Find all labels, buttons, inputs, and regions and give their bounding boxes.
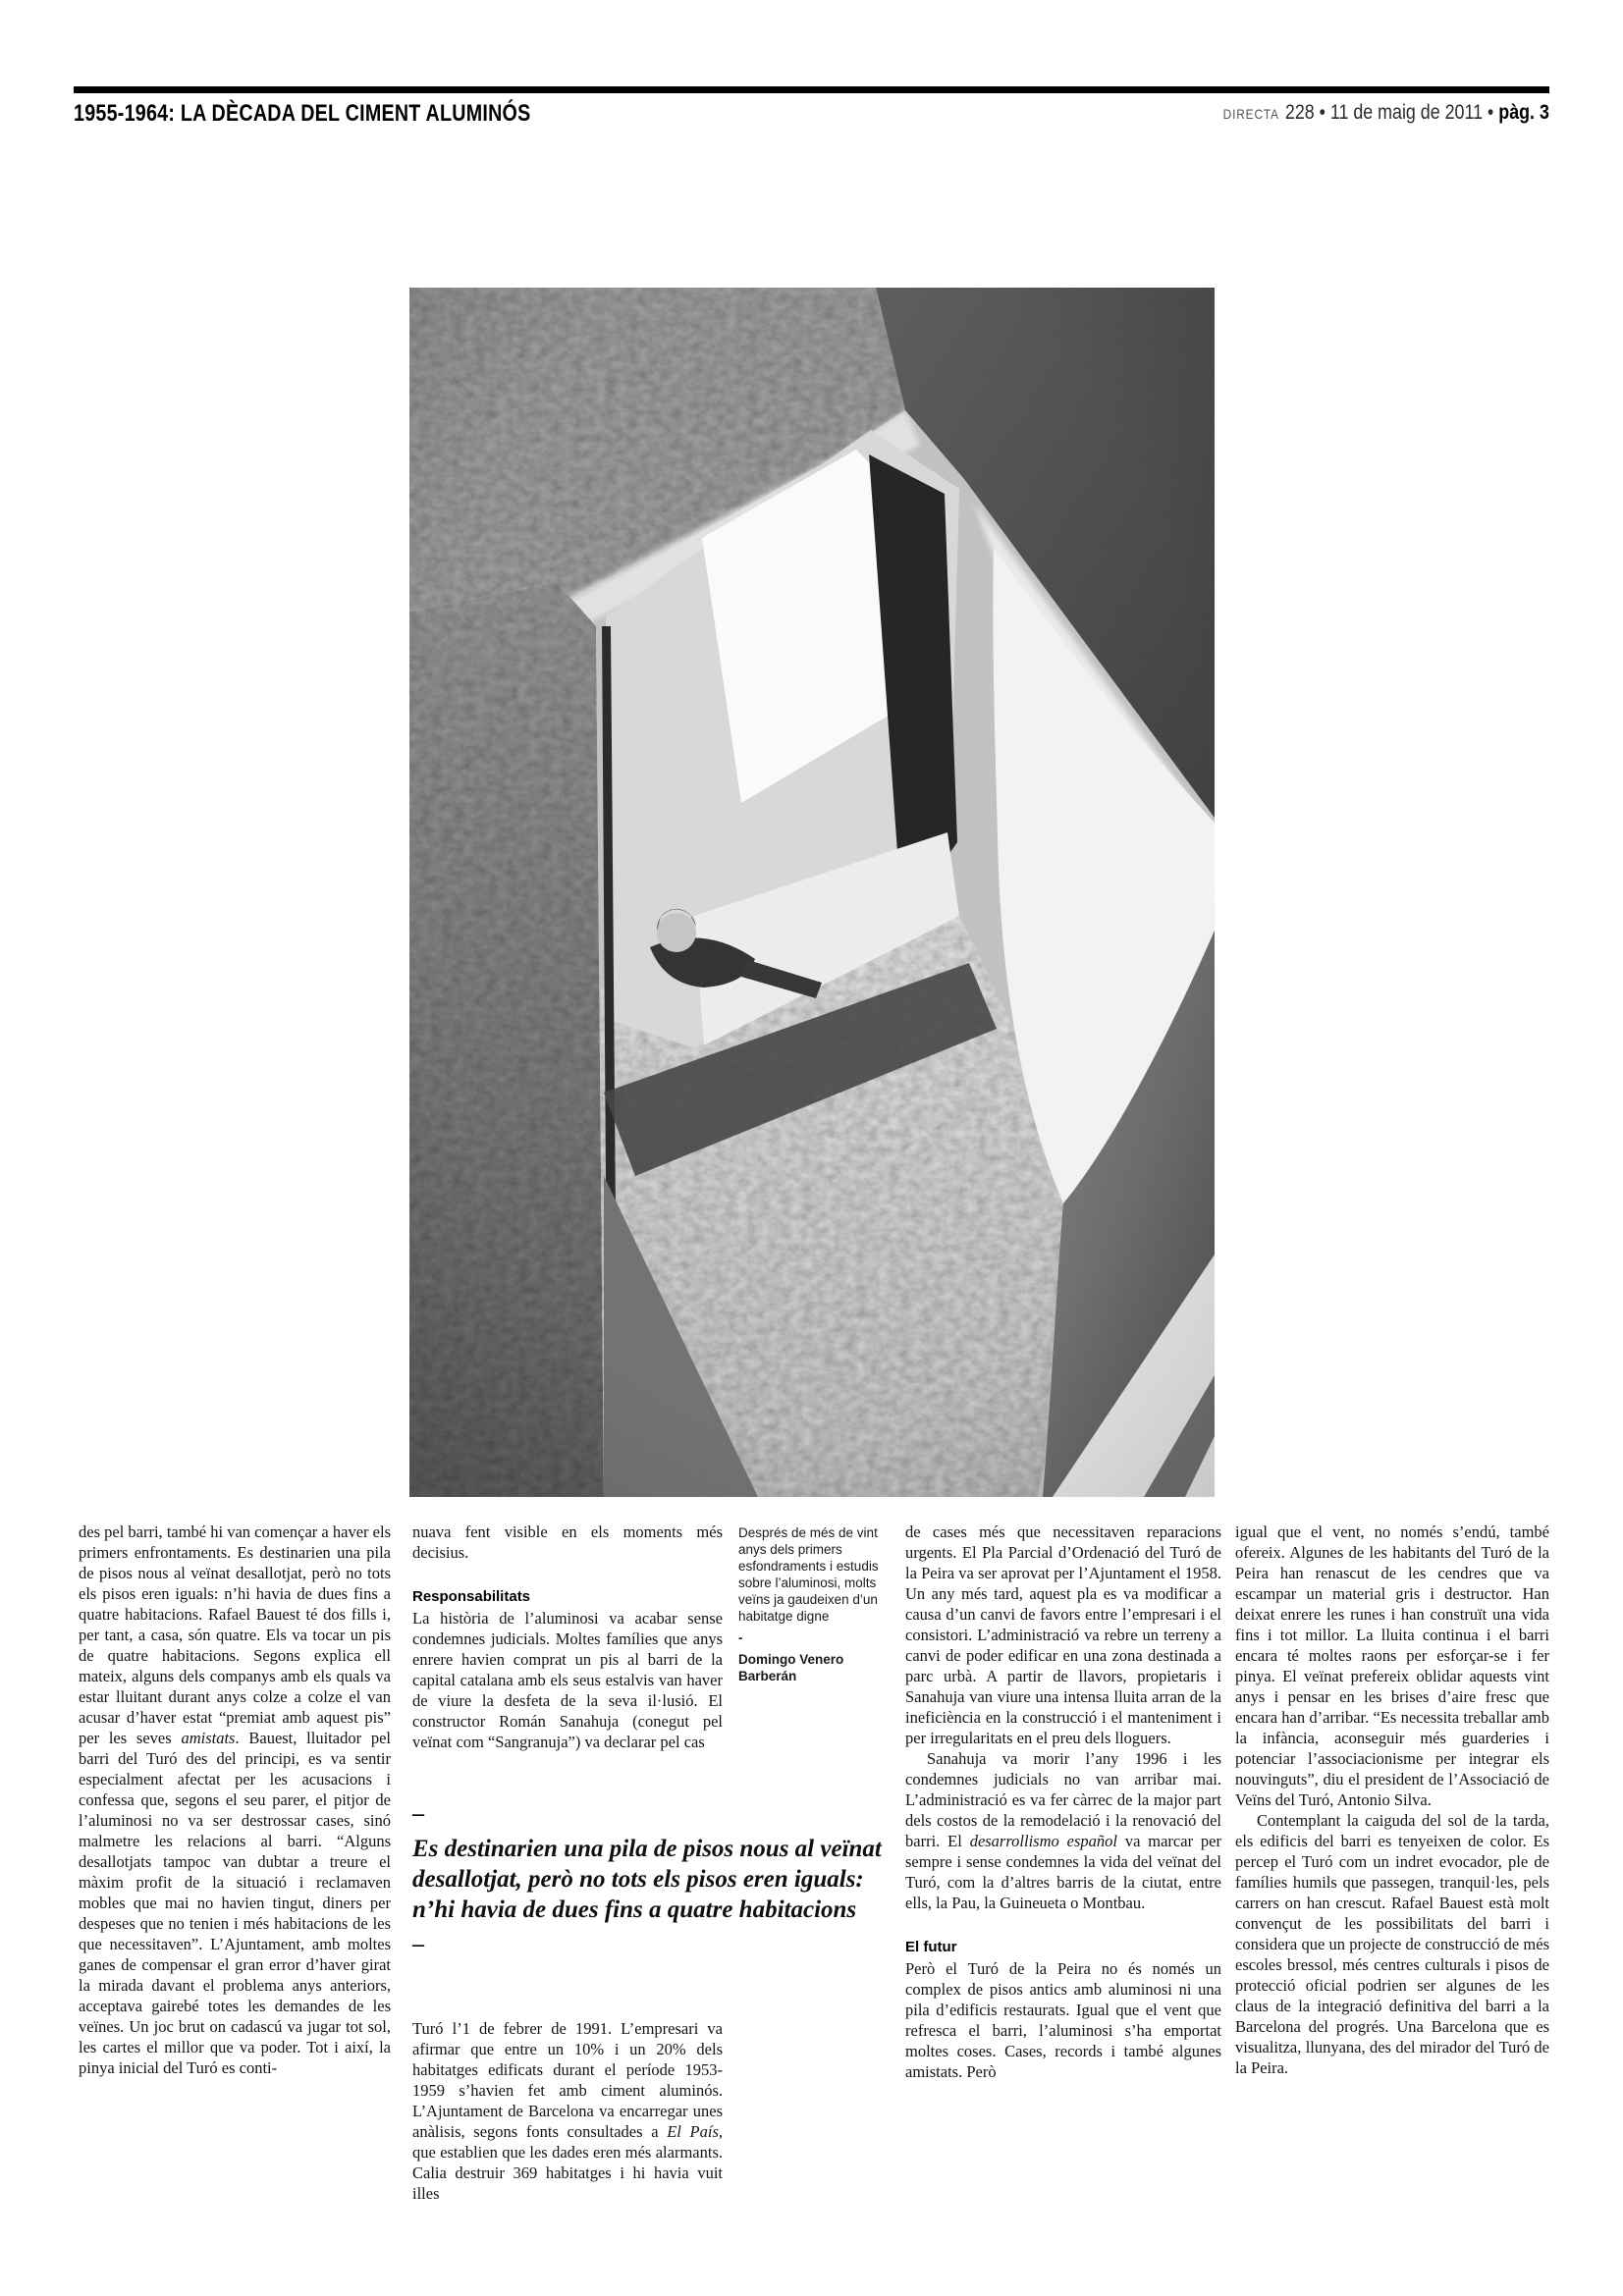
page-number: pàg. 3 [1498,101,1549,124]
publication-name: DIRECTA [1222,106,1280,122]
photo-credit: Domingo Venero Barberán [738,1652,844,1683]
article-paragraph: nuava fent visible en els moments més decisius. [412,1522,723,1562]
article-column-4 [1235,1522,1549,2078]
section-subhead: Responsabilitats [412,1588,531,1605]
article-paragraph: igual que el vent, no només s’endú, també ofereix. Algunes de les habitants del Turó de la Peira han renascut de les cendres que va escampar un material gris i destructor. Han deixat enrere les runes i han construït una vida fins i tot millor. La lluita continua i el barri encara té moltes raons per esforçar-se i fer pinya. El veïnat prefereix oblidar aquests vint anys i pensar en les brises d’aire fresc que encara han d’arribar. “Es necessita treballar amb la infància, aconseguir més guarderies i potenciar l’associacionisme per integrar els nouvinguts”, diu el president de l’Associació de Veïns del Turó, Antonio Silva. [1235,1522,1549,1809]
article-paragraph: Però el Turó de la Peira no és només un complex de pisos antics amb aluminosi ni una pila d’edificis restaurats. Igual que el vent que refresca el barri, l’aluminosi s’ha emportat moltes coses. Cases, records i també algunes amistats. Però [905,1959,1221,2081]
article-column-3 [905,1522,1221,2082]
pull-quote-text: Es destinarien una pila de pisos nous al veïnat desallotjat, però no tots els pisos eren iguals: n’hi havia de dues fins a quatre habitacions [412,1836,882,1923]
section-subhead: El futur [905,1939,957,1955]
caption-dash: - [738,1630,743,1645]
stairwell-photo [409,288,1215,1497]
article-column-1 [79,1522,391,2078]
photo-caption [738,1524,886,1684]
article-paragraph: de cases més que necessitaven reparacions urgents. El Pla Parcial d’Ordenació del Turó de la Peira va ser aprovat per l’Ajuntament el 1958. Un any més tard, aquest pla es va modificar a causa d’un canvi de favors entre l’empresari i el consistori. L’administració va rebre un terreny a canvi de poder edificar en una zona destinada a parc urbà. A partir de llavors, propietaris i Sanahuja van viure una intensa lluita arran de la ineficiència en la construcció i el manteniment i per irregularitats en el preu dels lloguers. [905,1522,1221,1747]
header-black-bar [74,86,1549,93]
article-paragraph: Turó l’1 de febrer de 1991. L’empresari va afirmar que entre un 10% i un 20% dels habitatges edificats durant el període 1953-1959 s’havien fet amb ciment aluminós. L’Ajuntament de Barcelona va encarregar unes anàlisis, segons fonts consultades a El País, que establien que les dades eren més alarmants. Calia destruir 369 habitatges i hi havia vuit illes [412,2019,723,2203]
pull-quote [412,1801,892,1957]
article-paragraph: Contemplant la caiguda del sol de la tarda, els edificis del barri es tenyeixen de color. Es percep el Turó com un indret evocador, ple de famílies humils que passegen, tranquil·les, pels carrers on han crescut. Rafael Bauest està molt convençut de les possibilitats del barri i considera que un projecte de construcció de més escoles bressol, més centres culturals i pisos de protecció oficial podrien ser algunes de les claus de la integració definitiva del barri a la Barcelona del progrés. Una Barcelona que es visualitza, llunyana, des del mirador del Turó de la Peira. [1235,1811,1549,2077]
issue-date: 228 • 11 de maig de 2011 • [1285,101,1494,124]
article-paragraph: des pel barri, també hi van començar a haver els primers enfrontaments. Es destinarien una pila de pisos nous al veïnat desallotjat, però no tots els pisos eren iguals: n’hi havia de dues fins a quatre habitacions. Rafael Bauest té dos fills i, per tant, a casa, són quatre. Els va tocar un pis de quatre habitacions. Segons explica ell mateix, alguns dels companys amb els quals va estar lluitant durant anys colze a colze el van acusar d’haver estat “premiat amb aquest pis” per les seves amistats. Bauest, lluitador pel barri del Turó des del principi, es va sentir especialment afectat per les acusacions i confessa que, segons el seu parer, el pitjor de l’aluminosi no va ser destrossar cases, sinó malmetre les relacions al barri. “Alguns desallotjats tampoc van dubtar a treure el màxim profit de la situació i reclamaven mobles que mai no havien tingut, diners per despeses que no tenien i més habitacions de les que necessitaven”. L’Ajuntament, amb moltes ganes de compensar el gran error d’haver girat la mirada davant el problema anys anteriors, acceptava gairebé totes les demandes de les veïnes. Un joc brut on cadascú va jugar tot sol, les cartes el millor que va poder. Tot i així, la pinya inicial del Turó es conti- [79,1522,391,2077]
photo-caption-text: Després de més de vint anys dels primers esfondraments i estudis sobre l’aluminosi, molts veïns ja gaudeixen d’un habitatge digne [738,1525,879,1624]
article-column-2 [412,1522,723,1752]
pull-quote-dash-top: – [412,1801,424,1827]
pull-quote-dash-bottom: – [412,1932,424,1957]
masthead [1223,101,1549,125]
article-paragraph: La història de l’aluminosi va acabar sense condemnes judicials. Moltes famílies que anys enrere havien comprat un pis al barri de la capital catalana amb els seus estalvis van haver de viure la desfeta de la seva il·lusió. El constructor Román Sanahuja (conegut pel veïnat com “Sangranuja”) va declarar pel cas [412,1609,723,1751]
section-kicker: 1955-1964: LA DÈCADA DEL CIMENT ALUMINÓS [74,100,531,127]
article-paragraph: Sanahuja va morir l’any 1996 i les condemnes judicials no van arribar mai. L’administració es va fer càrrec de la major part dels costos de la remodelació i la renovació del barri. El desarrollismo español va marcar per sempre i sense condemnes la vida del veïnat del Turó, com la d’altres barris de la ciutat, entre ells, la Pau, la Guineueta o Montbau. [905,1749,1221,1912]
article-column-2-continued [412,2018,723,2204]
